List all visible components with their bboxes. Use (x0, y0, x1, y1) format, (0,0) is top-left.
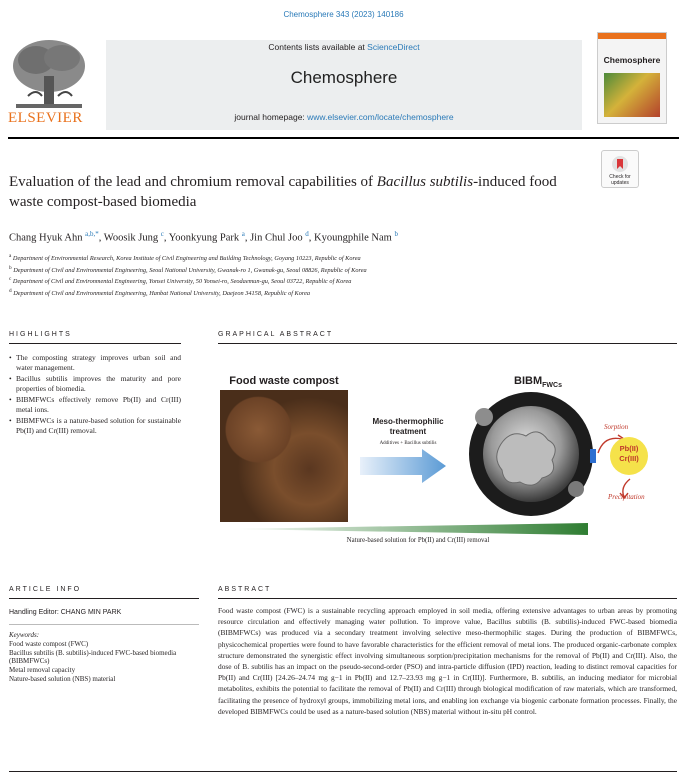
header-divider (8, 137, 679, 139)
check-updates-badge[interactable] (601, 150, 639, 188)
bibm-label (488, 375, 588, 389)
graphical-abstract-rule (218, 343, 677, 344)
author-name[interactable]: Yoonkyung Park (168, 232, 240, 244)
article-title (9, 172, 569, 212)
highlights-list (9, 353, 181, 437)
abstract-heading: ABSTRACT (218, 586, 272, 593)
author-name[interactable]: Chang Hyuk Ahn (9, 232, 83, 244)
additives-label: Additives + Bacillus subtilis (379, 441, 437, 446)
contents-prefix: Contents lists available at (268, 42, 368, 52)
contents-line (106, 42, 582, 52)
keyword-item[interactable]: Metal removal capacity (9, 666, 76, 675)
author-list: Chang Hyuk Ahn $^{a,b,*}$, Woosik Jung $^c$, Yoonkyung Park $^a$, Jin Chul Joo $^d$, Kyoungphile Nam $^b$ (9, 230, 398, 244)
metal-cr: Cr(III) (619, 454, 639, 463)
cover-image (604, 73, 660, 117)
metal-pb: Pb(II) (619, 444, 639, 453)
sorption-label: Sorption (604, 423, 629, 431)
publisher-name: ELSEVIER (8, 110, 83, 126)
affiliations (9, 252, 367, 298)
keyword-item[interactable]: Bacillus subtilis (B. subtilis)-induced FWC-based biomedia (BIBMFWCs) (9, 648, 177, 666)
keywords-block (9, 631, 199, 684)
metal-ions-label (610, 444, 648, 464)
process-label-line-2: treatment (389, 427, 427, 436)
handling-editor: Handling Editor: CHANG MIN PARK (9, 609, 122, 616)
bookmark-icon (611, 155, 629, 173)
graphical-abstract-heading: GRAPHICAL ABSTRACT (218, 331, 334, 338)
keyword-item[interactable]: Nature-based solution (NBS) material (9, 674, 116, 683)
compost-label: Food waste compost (229, 375, 339, 387)
homepage-prefix: journal homepage: (234, 112, 308, 122)
author-sup[interactable]: c (160, 230, 164, 238)
author-sup[interactable]: b (394, 230, 398, 238)
affiliation-item (9, 252, 367, 264)
keywords-label: Keywords: (9, 631, 40, 639)
highlights-heading: HIGHLIGHTS (9, 331, 72, 338)
highlights-rule (9, 343, 181, 344)
affil-sup: a (9, 253, 12, 259)
article-info-heading: ARTICLE INFO (9, 586, 82, 593)
keyword-item[interactable]: Food waste compost (FWC) (9, 639, 89, 648)
precipitation-label: Precipitation (608, 493, 645, 501)
affiliation-item (9, 264, 367, 276)
citation-line[interactable]: Chemosphere 343 (2023) 140186 (283, 10, 404, 19)
affiliation-item (9, 275, 367, 287)
abstract-text: Food waste compost (FWC) is a sustainable recycling approach employed in soil media, offering extensive advantages to urban areas by promoting resource circulation and effectively managing water pollution. To improve value, Bacillus subtilis (B. subtilis)-induced FWC-based biomedia (BIBMFWCs) was produced via a secondary treatment involving selective meso-thermophilic stages. During the production of BIBMFWCs, physicochemical properties were found to have favorable characteristics for the efficient removal of metal ions. The produced organic-carbonate complex structure demonstrated the synergistic effect involving simultaneous sorption/precipitation mechanisms for the removal of Pb(II) and Cr(III). Also, the dose of B. subtilis has an impact on the pseudo-second-order (PSO) and intra-particle diffusion (IPD) reaction, leading to distinct removal capacities for Pb(II) and Cr(III) [24.26–24.74 mg g−1 in Pb(II) and 12.7–23.93 mg g−1 in Cr(III)]. Furthermore, B. subtilis, an inducing mediator for microbial metabolites, exhibits the potential to facilitate the removal of Pb(II) and Cr(III) through biological modification of raw materials, which are transformed, facilitating the presence of hydroxyl groups, immobilizing metal ions, and enabling ion exchange via biogenic carbonate formation processes. Finally, the developed BIBMFWCs could be used as a nature-based solution (NBS) material without in-situ pH control. (218, 606, 677, 716)
homepage-line (106, 112, 582, 122)
affil-text: Department of Civil and Environmental Engineering, Seoul National University, Gwanak-ro 1, Gwanak-gu, Seoul 08826, Republic of Korea (13, 266, 367, 274)
process-label-line-1: Meso-thermophilic (372, 417, 444, 426)
nbs-label: Nature-based solution for Pb(II) and Cr(III) removal (346, 537, 490, 544)
footer-rule (9, 771, 677, 772)
compost-photo (220, 390, 348, 522)
author-sup[interactable]: d (305, 230, 309, 238)
highlight-item: • BIBMFWCs is a nature-based solution for sustainable Pb(II) and Cr(III) removal. (9, 416, 181, 436)
homepage-link[interactable]: www.elsevier.com/locate/chemosphere (307, 112, 454, 122)
editor-rule (9, 624, 199, 625)
journal-title: Chemosphere (290, 68, 398, 87)
sciencedirect-link[interactable]: ScienceDirect (367, 42, 420, 52)
journal-cover[interactable] (597, 32, 667, 124)
affiliation-item (9, 287, 367, 299)
bibm-particle-image (466, 389, 596, 519)
title-italic: Bacillus subtilis (376, 174, 474, 190)
abstract-rule (218, 598, 677, 599)
highlight-item: • Bacillus subtilis improves the maturity and pore properties of biomedia. (9, 374, 181, 394)
process-label (358, 417, 458, 437)
cover-title: Chemosphere (603, 55, 661, 65)
bibm-label-main: BIBM (514, 375, 543, 387)
affil-sup: c (9, 276, 12, 282)
author-name[interactable]: Woosik Jung (103, 232, 159, 244)
affil-sup: b (9, 264, 12, 271)
check-updates-label: Check for updates (609, 174, 631, 186)
affil-text: Department of Environmental Research, Korea Institute of Civil Engineering and Building Technology, Goyang 10223, Republic of Korea (12, 255, 361, 263)
highlight-item: • BIBMFWCs effectively remove Pb(II) and Cr(III) metal ions. (9, 395, 181, 415)
title-part-2: -induced food waste compost-based biomedia (9, 174, 557, 210)
article-info-rule (9, 598, 199, 599)
bibm-label-sub: FWCs (542, 382, 562, 390)
author-name[interactable]: Kyoungphile Nam (313, 232, 392, 244)
affil-sup: d (9, 287, 12, 294)
author-sup[interactable]: a (241, 230, 245, 238)
author-name[interactable]: Jin Chul Joo (250, 232, 303, 244)
title-part-1: Evaluation of the lead and chromium removal capabilities of (9, 174, 377, 190)
nbs-arrow-icon (228, 523, 588, 535)
author-sup[interactable]: a,b,* (85, 230, 99, 238)
graphical-abstract-figure (218, 365, 687, 550)
highlight-item: • The composting strategy improves urban soil and water management. (9, 353, 181, 373)
affil-text: Department of Civil and Environmental Engineering, Yonsei University, 50 Yonsei-ro, Seodaemun-gu, Seoul 03722, Republic of Korea (12, 278, 352, 286)
process-arrow-icon (360, 449, 446, 483)
elsevier-tree-logo (6, 36, 92, 112)
affil-text: Department of Civil and Environmental Engineering, Hanbat National University, Daejeon 34158, Republic of Korea (13, 289, 311, 297)
